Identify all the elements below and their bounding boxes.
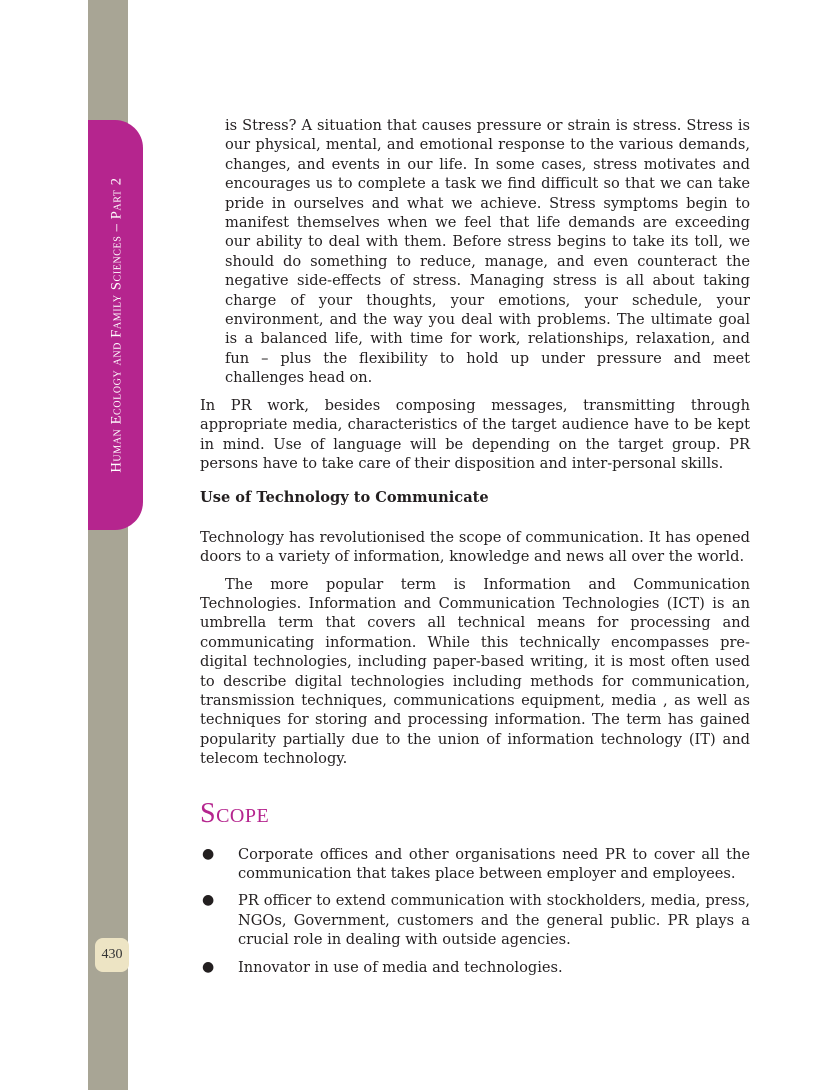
list-item xyxy=(200,958,750,977)
running-title: Human Ecology and Family Sciences – Part 2 xyxy=(108,177,125,473)
page-number: 430 xyxy=(95,938,129,972)
technology-paragraph: Technology has revolutionised the scope of communication. It has opened doors to a variety of information, knowledge and news all over the world. xyxy=(200,528,750,566)
list-item xyxy=(200,891,750,949)
scope-title: Scope xyxy=(200,797,270,829)
bullet-icon: ● xyxy=(202,845,215,862)
pr-paragraph: In PR work, besides composing messages, transmitting through appropriate media, characteristics of the target audience have to be kept in mind. Use of language will be depending on the target group. PR persons have to take care of their disposition and inter-personal skills. xyxy=(200,396,750,472)
bullet-icon: ● xyxy=(202,892,215,909)
bullet-icon: ● xyxy=(202,958,215,975)
list-item xyxy=(200,845,750,884)
technology-heading: Use of Technology to Communicate xyxy=(200,489,489,507)
scope-list xyxy=(200,845,750,977)
page-content xyxy=(200,116,750,985)
list-item-text: Innovator in use of media and technologies. xyxy=(238,958,563,976)
list-item-text: Corporate offices and other organisations need PR to cover all the communication that takes place between employer and employees. xyxy=(238,845,750,882)
ict-paragraph: The more popular term is Information and Communication Technologies. Information and Communication Technologies (ICT) is an umbrella term that covers all technical means for processing and communicating information. While this technically encompasses pre-digital technologies, including paper-based writing, it is most often used to describe digital technologies including methods for communication, transmission techniques, communications equipment, media , as well as techniques for storing and processing information. The term has gained popularity partially due to the union of information technology (IT) and telecom technology. xyxy=(200,575,750,768)
list-item-text: PR officer to extend communication with stockholders, media, press, NGOs, Government, customers and the general public. PR plays a crucial role in dealing with outside agencies. xyxy=(238,892,750,949)
stress-quote-paragraph: is Stress? A situation that causes pressure or strain is stress. Stress is our physical, mental, and emotional response to the various demands, changes, and events in our life. In some cases, stress motivates and encourages us to complete a task we find difficult so that we can take pride in ourselves and what we achieve. Stress symptoms begin to manifest themselves when we feel that life demands are exceeding our ability to deal with them. Before stress begins to take its toll, we should do something to reduce, manage, and even counteract the negative side-effects of stress. Managing stress is all about taking charge of your thoughts, your emotions, your schedule, your environment, and the way you deal with problems. The ultimate goal is a balanced life, with time for work, relationships, relaxation, and fun – plus the flexibility to hold up under pressure and meet challenges head on. xyxy=(225,117,750,387)
